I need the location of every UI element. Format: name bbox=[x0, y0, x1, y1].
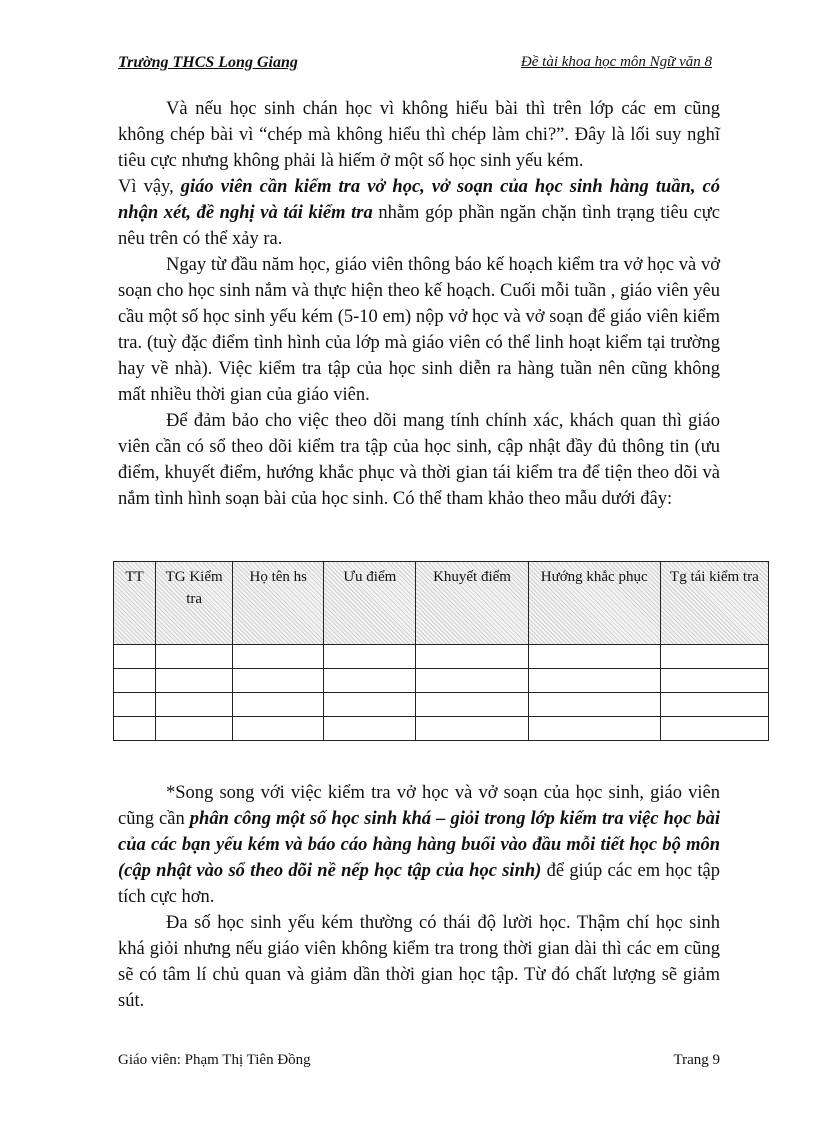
table-cell bbox=[156, 693, 233, 717]
table-cell bbox=[528, 669, 660, 693]
table-cell bbox=[324, 693, 416, 717]
table-cell bbox=[233, 693, 324, 717]
paragraph-1: Và nếu học sinh chán học vì không hiểu bài thì trên lớp các em cũng không chép bài vì “chép mà không hiểu thì chép làm chi?”. Đây là lối suy nghĩ tiêu cực nhưng không phải là hiếm ở một số học sinh yếu kém. bbox=[118, 99, 720, 171]
paragraph-2 bbox=[118, 174, 720, 252]
paragraph-4: Để đảm bảo cho việc theo dõi mang tính chính xác, khách quan thì giáo viên cần có sổ theo dõi kiểm tra tập của học sinh, cập nhật đầy đủ thông tin (ưu điểm, khuyết điểm, hướng khắc phục và thời gian tái kiểm tra để tiện theo dõi và nắm tình hình soạn bài của học sinh. Có thể tham khảo theo mẫu dưới đây: bbox=[118, 411, 720, 509]
paragraph-2-post: nhằm góp phần ngăn chặn tình trạng tiêu cực nêu trên có thể xảy ra. bbox=[118, 203, 721, 249]
table-cell bbox=[233, 717, 324, 741]
paragraph-5 bbox=[118, 780, 720, 910]
table-body bbox=[114, 645, 769, 741]
table-cell bbox=[528, 717, 660, 741]
table-cell bbox=[416, 645, 528, 669]
topic-title: Đề tài khoa học môn Ngữ văn 8 bbox=[520, 54, 712, 70]
table-row bbox=[114, 693, 769, 717]
col-header-huong-khac-phuc: Hướng khắc phục bbox=[528, 562, 660, 645]
table-row bbox=[114, 669, 769, 693]
table-cell bbox=[114, 669, 156, 693]
col-header-tg-tai-kiem-tra: Tg tái kiểm tra bbox=[660, 562, 768, 645]
table-row bbox=[114, 717, 769, 741]
body-text-top bbox=[118, 96, 720, 512]
table-cell bbox=[528, 693, 660, 717]
table-cell bbox=[114, 693, 156, 717]
table-cell bbox=[114, 717, 156, 741]
table-cell bbox=[660, 693, 768, 717]
paragraph-5-post: để giúp các em học tập tích cực hơn. bbox=[118, 861, 720, 907]
table-cell bbox=[416, 717, 528, 741]
paragraph-5-pre: *Song song với việc kiểm tra vở học và vở soạn của học sinh, giáo viên cũng cần bbox=[118, 783, 720, 829]
table-cell bbox=[528, 645, 660, 669]
paragraph-2-pre: Vì vậy, bbox=[118, 177, 181, 197]
table-cell bbox=[156, 645, 233, 669]
table-cell bbox=[233, 669, 324, 693]
table-row bbox=[114, 645, 769, 669]
table-cell bbox=[416, 693, 528, 717]
col-header-khuyet-diem: Khuyết điểm bbox=[416, 562, 528, 645]
table-header-row bbox=[114, 562, 769, 645]
teacher-name: Giáo viên: Phạm Thị Tiên Đồng bbox=[118, 1052, 311, 1068]
table-cell bbox=[416, 669, 528, 693]
col-header-ho-ten: Họ tên hs bbox=[233, 562, 324, 645]
table-cell bbox=[660, 669, 768, 693]
paragraph-3: Ngay từ đầu năm học, giáo viên thông báo kế hoạch kiểm tra vở học và vở soạn cho học sinh nắm và thực hiện theo kế hoạch. Cuối mỗi tuần , giáo viên yêu cầu một số học sinh yếu kém (5-10 em) nộp vở học và vở soạn để giáo viên kiểm tra. (tuỳ đặc điểm tình hình của lớp mà giáo viên có thể linh hoạt kiểm tại trường hay về nhà). Việc kiểm tra tập của học sinh diễn ra hàng tuần nên cũng không mất nhiều thời gian của giáo viên. bbox=[118, 255, 720, 405]
paragraph-2-emphasis: giáo viên cần kiểm tra vở học, vở soạn của học sinh hàng tuần, có nhận xét, đề nghị và tái kiểm tra bbox=[118, 177, 720, 223]
table-cell bbox=[660, 717, 768, 741]
table-cell bbox=[114, 645, 156, 669]
page-header bbox=[118, 54, 712, 78]
page-number: Trang 9 bbox=[673, 1052, 720, 1068]
table-cell bbox=[324, 717, 416, 741]
col-header-uu-diem: Ưu điểm bbox=[324, 562, 416, 645]
table-cell bbox=[660, 645, 768, 669]
table-cell bbox=[156, 669, 233, 693]
col-header-tg-kiem-tra: TG Kiểm tra bbox=[156, 562, 233, 645]
paragraph-6: Đa số học sinh yếu kém thường có thái độ lười học. Thậm chí học sinh khá giỏi nhưng nếu giáo viên không kiểm tra trong thời gian dài thì các em cũng sẽ có tâm lí chủ quan và giảm dần thời gian học tập. Từ đó chất lượng sẽ giảm sút. bbox=[118, 913, 720, 1011]
table-cell bbox=[324, 645, 416, 669]
col-header-tt: TT bbox=[114, 562, 156, 645]
table-cell bbox=[156, 717, 233, 741]
tracking-table bbox=[113, 561, 769, 741]
paragraph-5-emphasis: phân công một số học sinh khá – giỏi trong lớp kiểm tra việc học bài của các bạn yếu kém và báo cáo hàng hàng buổi vào đầu mỗi tiết học bộ môn (cập nhật vào sổ theo dõi nề nếp học tập của học sinh) bbox=[118, 809, 720, 881]
school-name: Trường THCS Long Giang bbox=[118, 54, 298, 71]
table-cell bbox=[324, 669, 416, 693]
table-cell bbox=[233, 645, 324, 669]
body-text-bottom bbox=[118, 780, 720, 1014]
